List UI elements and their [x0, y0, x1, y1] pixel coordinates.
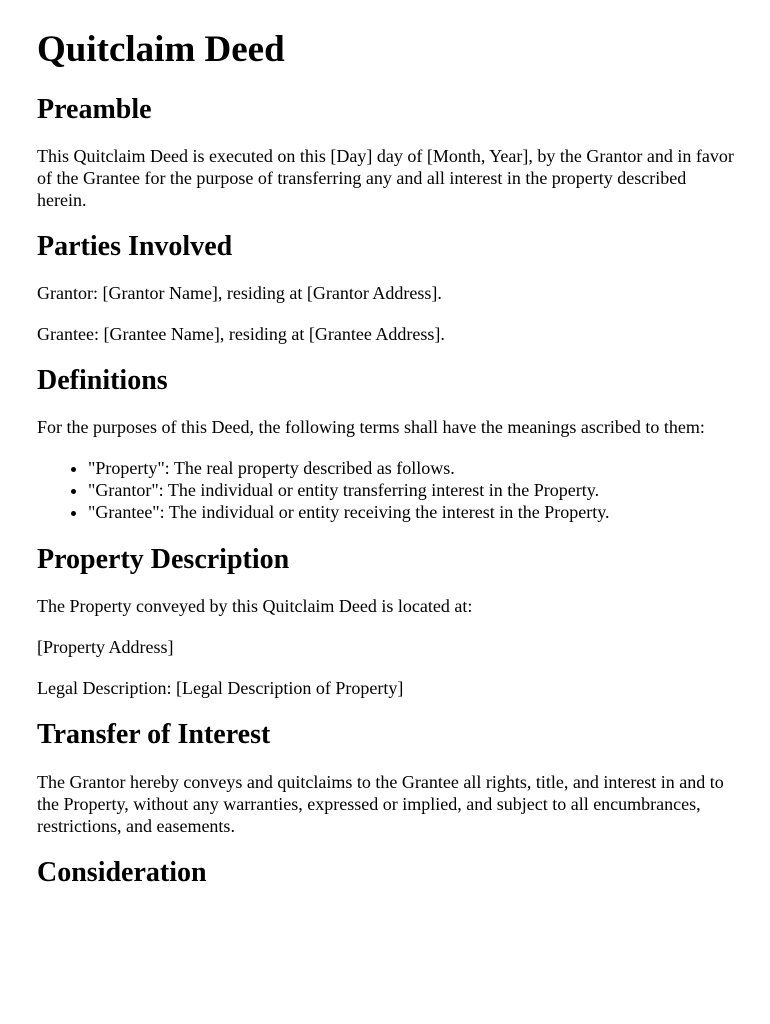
- transfer-section: [37, 719, 734, 836]
- definitions-intro: For the purposes of this Deed, the following terms shall have the meanings ascribed to them:: [37, 417, 705, 438]
- transfer-paragraph: The Grantor hereby conveys and quitclaims to the Grantee all rights, title, and interest in and to the Property, without any warranties, expressed or implied, and subject to all encumbrances, restrictions, and easements.: [37, 771, 724, 836]
- parties-heading: Parties Involved: [37, 230, 233, 262]
- definition-item-grantee: • "Grantee": The individual or entity receiving the interest in the Property.: [88, 501, 734, 523]
- property-heading: Property Description: [37, 544, 290, 576]
- property-address: [Property Address]: [37, 637, 174, 658]
- definition-item-grantor: • "Grantor": The individual or entity transferring interest in the Property.: [88, 479, 734, 501]
- consideration-section: [37, 857, 734, 889]
- grantee-line: Grantee: [Grantee Name], residing at [Grantee Address].: [37, 324, 445, 345]
- definitions-list: [37, 457, 734, 523]
- document-title: Quitclaim Deed: [37, 29, 285, 70]
- transfer-heading: Transfer of Interest: [37, 719, 271, 751]
- preamble-paragraph: This Quitclaim Deed is executed on this [Day] day of [Month, Year], by the Grantor and in favor of the Grantee for the purpose of transferring any and all interest in the property described herein.: [37, 145, 734, 210]
- definitions-heading: Definitions: [37, 365, 168, 397]
- preamble-section: [37, 94, 734, 211]
- property-intro: The Property conveyed by this Quitclaim Deed is located at:: [37, 596, 473, 617]
- preamble-heading: Preamble: [37, 93, 152, 125]
- definitions-section: [37, 365, 734, 523]
- grantor-line: Grantor: [Grantor Name], residing at [Grantor Address].: [37, 283, 442, 304]
- consideration-heading: Consideration: [37, 856, 207, 888]
- definition-item-property: • "Property": The real property described as follows.: [88, 457, 734, 479]
- parties-section: [37, 231, 734, 345]
- property-legal-description: Legal Description: [Legal Description of Property]: [37, 678, 404, 699]
- property-section: [37, 544, 734, 699]
